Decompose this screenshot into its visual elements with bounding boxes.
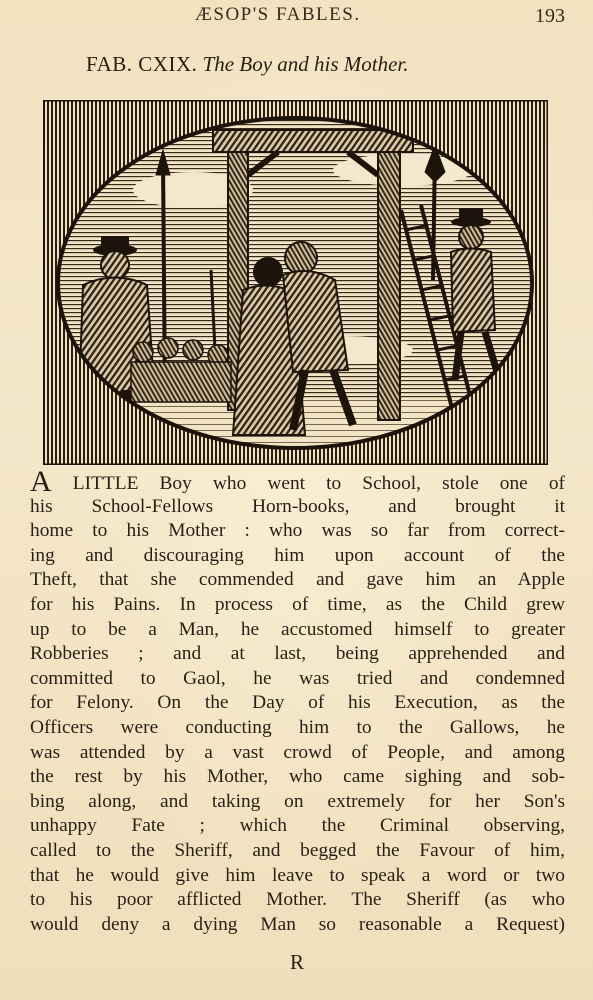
text-line: the rest by his Mother, who came sighing and sob- <box>30 766 565 788</box>
text-line: home to his Mother : who was so far from correct- <box>30 520 565 542</box>
woodcut-illustration <box>43 100 548 465</box>
fable-title <box>86 52 409 77</box>
text-line: for Felony. On the Day of his Execution, as the <box>30 692 565 714</box>
text-line: called to the Sheriff, and begged the Favour of him, <box>30 839 565 861</box>
text-line: for his Pains. In process of time, as the Child grew <box>30 593 565 615</box>
text-line: A LITTLE Boy who went to School, stole one of <box>30 465 565 498</box>
text-line: Theft, that she commended and gave him an Apple <box>30 569 565 591</box>
text-line: to his poor afflicted Mother. The Sheriff (as who <box>30 889 565 911</box>
page-number: 193 <box>535 5 565 27</box>
text-line: Officers were conducting him to the Gallows, he <box>30 716 565 738</box>
text-line: was attended by a vast crowd of People, and among <box>30 741 565 763</box>
signature-mark: R <box>290 950 305 974</box>
fable-text <box>30 465 565 937</box>
text-line: his School-Fellows Horn-books, and brought it <box>30 495 565 517</box>
text-line: committed to Gaol, he was tried and condemned <box>30 667 565 689</box>
text-line: ing and discouraging him upon account of the <box>30 544 565 566</box>
fable-name: The Boy and his Mother. <box>202 52 409 76</box>
text-line: that he would give him leave to speak a word or two <box>30 864 565 886</box>
text-line: would deny a dying Man so reasonable a Request) <box>30 913 565 935</box>
running-head: ÆSOP'S FABLES. <box>195 4 361 25</box>
text-line: bing along, and taking on extremely for her Son's <box>30 790 565 812</box>
fable-number: FAB. CXIX. <box>86 52 198 76</box>
text-line: unhappy Fate ; which the Criminal observing, <box>30 815 565 837</box>
text-line: Robberies ; and at last, being apprehended and <box>30 643 565 665</box>
drop-cap: A <box>30 465 52 498</box>
text-line: up to be a Man, he accustomed himself to greater <box>30 618 565 640</box>
